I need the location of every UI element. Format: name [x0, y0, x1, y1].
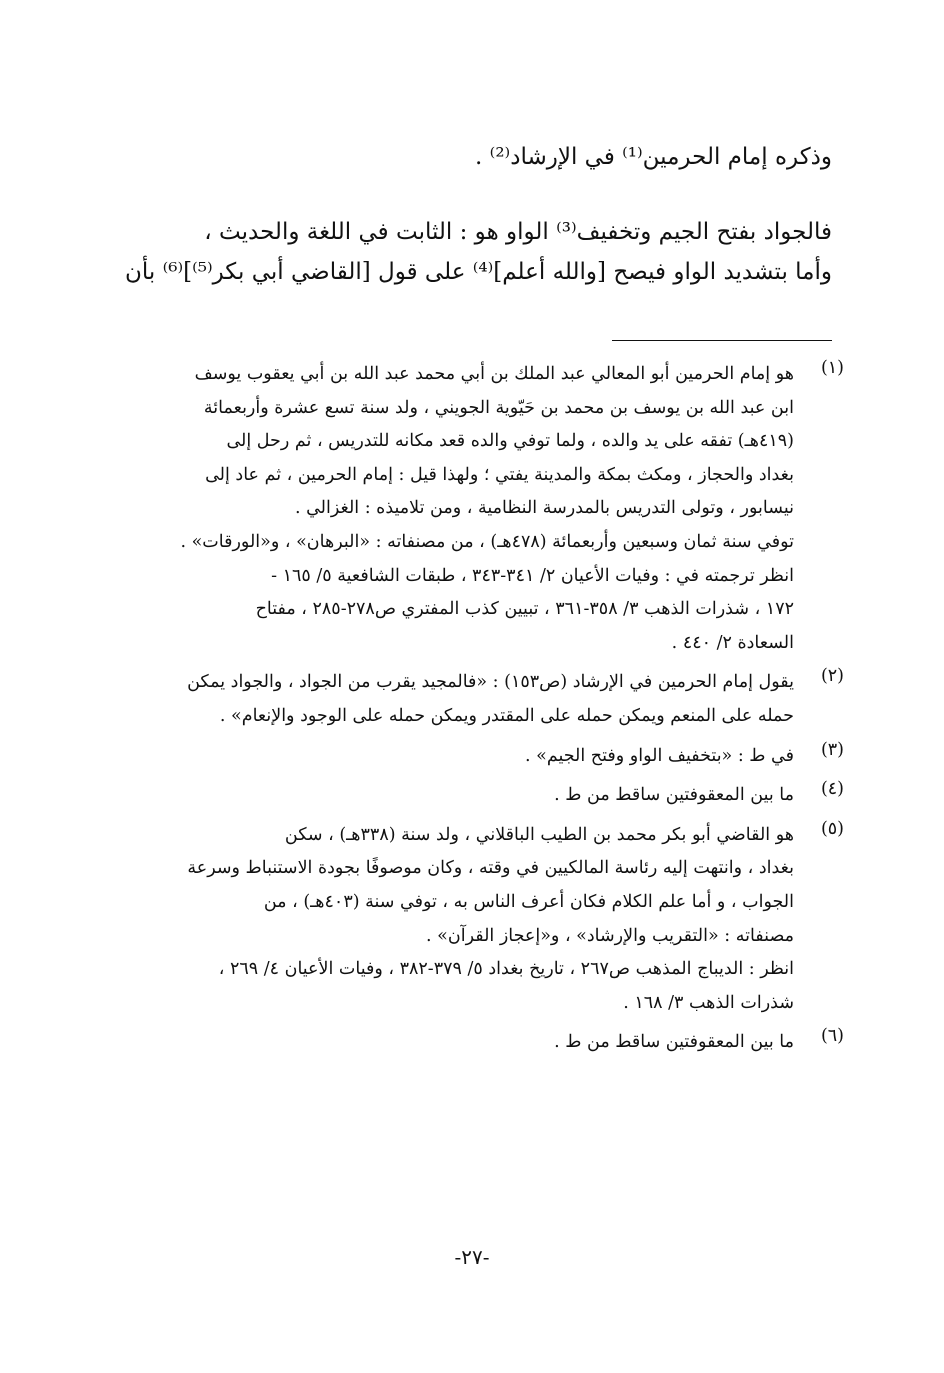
main-text-paragraph: [112, 212, 832, 292]
footnote-separator: [612, 340, 832, 341]
footnote-line: يقول إمام الحرمين في الإرشاد (ص١٥٣) : «فالمجيد يقرب من الجواد ، والجواد يمكن: [187, 672, 794, 693]
footnote-6: [104, 1026, 844, 1060]
footnote-line: السعادة ٢/ ٤٤٠ .: [671, 632, 794, 653]
footnote-line: نيسابور ، وتولى التدريس بالمدرسة النظامية ، ومن تلاميذه : الغزالي .: [294, 498, 794, 519]
footnote-number: (٢): [820, 666, 844, 687]
footnote-line: حمله على المنعم ويمكن حمله على المقتدر ويمكن حمله على الوجود والإنعام» .: [219, 705, 794, 726]
footnote-number: (١): [820, 358, 844, 378]
footnotes: [104, 358, 844, 1066]
footnote-line: مصنفاته : «التقريب والإرشاد» ، و«إعجاز القرآن» .: [426, 925, 794, 946]
footnote-number: (٤): [820, 779, 844, 800]
footnote-line: الجواب ، و أما علم الكلام فكان أعرف الناس به ، توفي سنة (٤٠٣هـ) ، من: [263, 891, 794, 912]
footnote-line: (٤١٩هـ) تفقه على يد والده ، ولما توفي والده قعد مكانه للتدريس ، ثم رحل إلى: [226, 431, 794, 452]
footnote-number: (٣): [820, 739, 844, 760]
footnote-line: ١٧٢ ، شذرات الذهب ٣/ ٣٥٨-٣٦١ ، تبيين كذب المفتري ص٢٧٨-٢٨٥ ، مفتاح: [255, 599, 794, 620]
footnote-line: شذرات الذهب ٣/ ١٦٨ .: [623, 992, 794, 1013]
footnote-4: [104, 779, 844, 813]
footnote-line: هو إمام الحرمين أبو المعالي عبد الملك بن أبي محمد عبد الله بن أبي يعقوب يوسف: [194, 364, 794, 384]
footnote-1: [104, 358, 844, 660]
footnote-number: (٥): [820, 818, 844, 839]
footnote-line: ما بين المعقوفتين ساقط من ط .: [554, 1032, 794, 1053]
footnote-3: [104, 740, 844, 774]
footnote-5: [104, 819, 844, 1021]
footnote-number: (٦): [820, 1026, 844, 1047]
main-text-line-3: وأما بتشديد الواو فيصح [والله أعلم]⁽⁴⁾ على قول [القاضي أبي بكر⁽⁵⁾]⁽⁶⁾ بأن: [124, 259, 832, 285]
footnote-line: بغداد ، وانتهت إليه رئاسة المالكيين في وقته ، وكان موصوفًا بجودة الاستنباط وسرعة: [187, 858, 794, 879]
footnote-line: انظر ترجمته في : وفيات الأعيان ٢/ ٣٤١-٣٤٣ ، طبقات الشافعية ٥/ ١٦٥ -: [271, 565, 794, 586]
page-number: -٢٧-: [454, 1245, 490, 1269]
footnote-line: ما بين المعقوفتين ساقط من ط .: [554, 785, 794, 806]
footnote-line: في ط : «بتخفيف الواو وفتح الجيم» .: [524, 745, 794, 766]
footnote-line: بغداد والحجاز ، ومكث بمكة والمدينة يفتي ؛ ولهذا قيل : إمام الحرمين ، ثم عاد إلى: [205, 464, 794, 485]
main-text-line-1: وذكره إمام الحرمين⁽¹⁾ في الإرشاد⁽²⁾ .: [475, 144, 832, 170]
footnote-line: ابن عبد الله بن يوسف بن محمد بن حَيّوية الجويني ، ولد سنة تسع عشرة وأربعمائة: [203, 397, 794, 418]
main-text-line-2: فالجواد بفتح الجيم وتخفيف⁽³⁾ الواو هو : الثابت في اللغة والحديث ،: [204, 219, 832, 245]
footnote-line: انظر : الديباج المذهب ص٢٦٧ ، تاريخ بغداد ٥/ ٣٧٩-٣٨٢ ، وفيات الأعيان ٤/ ٢٦٩ ،: [218, 959, 794, 980]
footnote-line: توفي سنة ثمان وسبعين وأربعمائة (٤٧٨هـ) ، من مصنفاته : «البرهان» ، و«الورقات» .: [180, 531, 794, 552]
footnote-2: [104, 666, 844, 733]
footnote-line: هو القاضي أبو بكر محمد بن الطيب الباقلاني ، ولد سنة (٣٣٨هـ) ، سكن: [284, 824, 794, 845]
